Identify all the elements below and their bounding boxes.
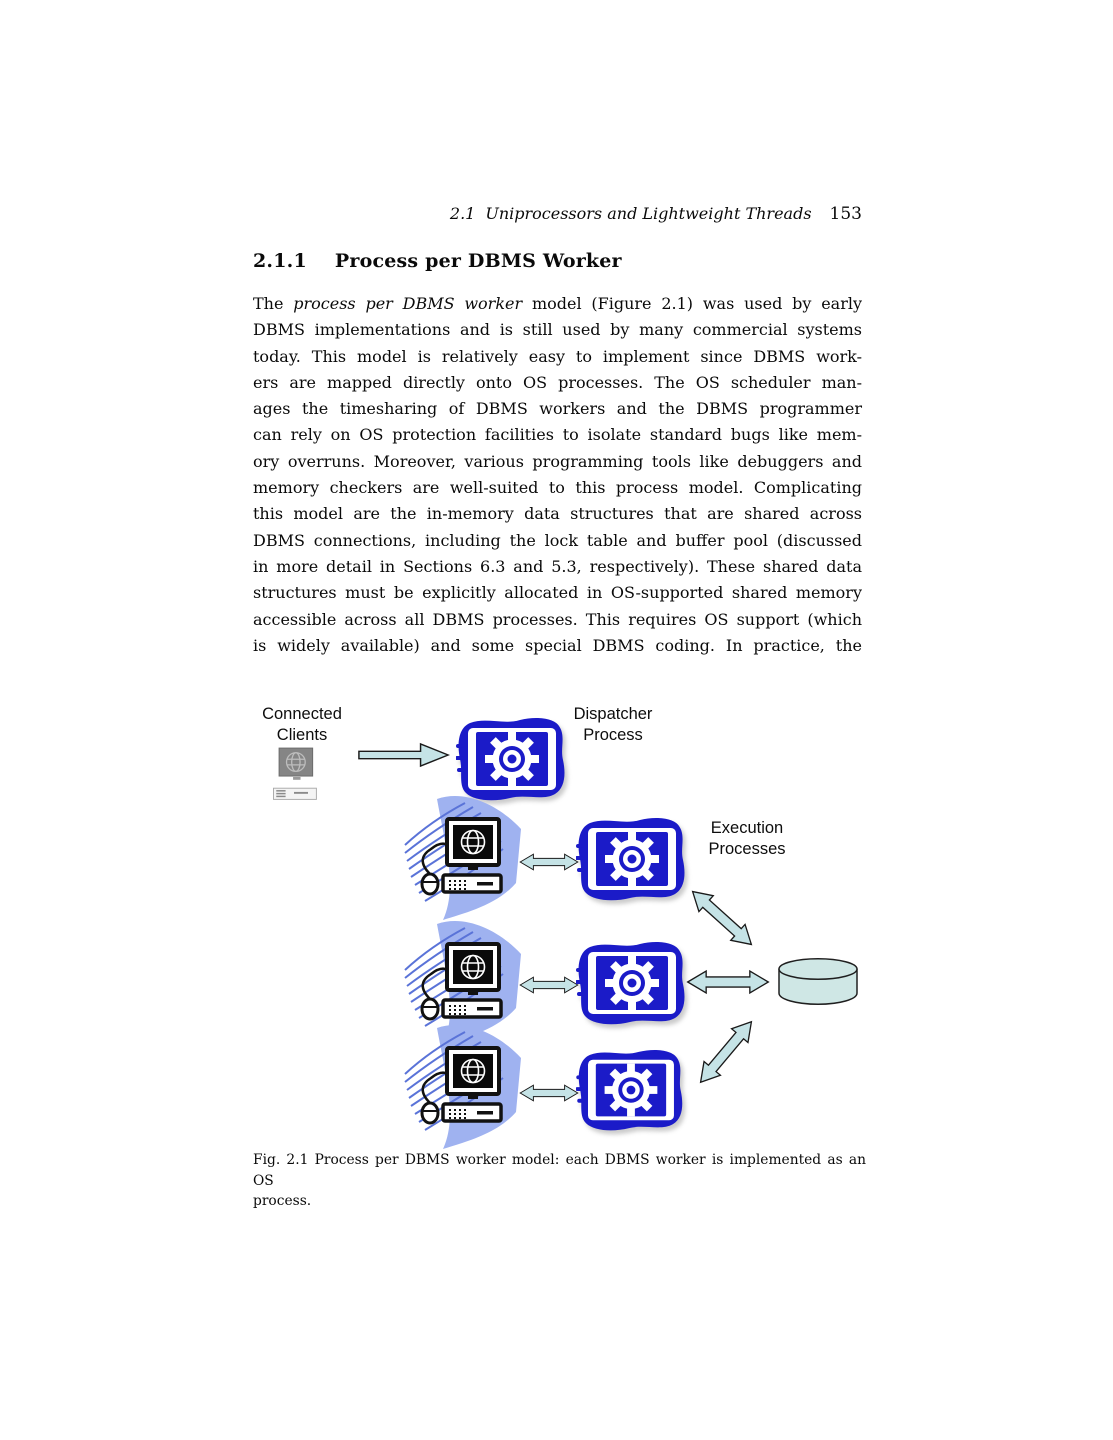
running-head [253,204,862,224]
page-number: 153 [829,204,862,224]
paragraph-line: ages the timesharing of DBMS workers and the DBMS programmer [253,399,862,419]
paragraph-line: ory overruns. Moreover, various programming tools like debuggers and [253,451,862,471]
connected-clients-label: Connected Clients [262,705,342,744]
arrow-worker-db-icon [686,967,770,997]
execution-processes-label: Execution Processes [708,819,786,858]
paragraph-line: structures must be explicitly allocated in OS-supported shared memory [253,583,862,603]
section-heading [253,250,622,272]
caption-line: Fig. 2.1 Process per DBMS worker model: each DBMS worker is implemented as an OS [253,1152,866,1189]
arrow-worker-db-diagonal-icon [686,1008,767,1096]
paragraph-line: DBMS connections, including the lock table and buffer pool (discussed [253,530,862,550]
database-cylinder-icon [770,956,866,1008]
arrow-worker-db-diagonal-icon [678,877,765,959]
paragraph-line: can rely on OS protection facilities to isolate standard bugs like mem- [253,425,862,445]
execution-gear-process-icon [576,940,686,1026]
paragraph-line: The process per DBMS worker model (Figure 2.1) was used by early [253,294,863,313]
paragraph-line: memory checkers are well-suited to this process model. Complicating [253,478,862,498]
running-head-title: Uniprocessors and Lightweight Threads [485,204,812,223]
figure-2-1 [240,690,890,1150]
execution-gear-process-icon [576,1048,684,1132]
paragraph-line: ers are mapped directly onto OS processes. The OS scheduler man- [253,372,862,392]
arrow-client-worker-icon [519,1082,579,1104]
body-paragraph [253,291,862,659]
execution-gear-process-icon [576,816,686,902]
arrow-client-worker-icon [519,974,579,996]
paragraph-line: today. This model is relatively easy to implement since DBMS work- [253,346,862,366]
faded-client-computer-icon [266,746,322,808]
paragraph-line: in more detail in Sections 6.3 and 5.3, respectively). These shared data [253,556,862,576]
paragraph-line: accessible across all DBMS processes. This requires OS support (which [253,609,862,629]
running-head-section: 2.1 [449,204,476,223]
paragraph-line: is widely available) and some special DBMS coding. In practice, the [253,635,862,655]
dispatcher-process-label: Dispatcher Process [573,705,653,744]
paragraph-line: this model are the in-memory data structures that are shared across [253,504,862,524]
caption-line: process. [253,1193,312,1209]
section-title: Process per DBMS Worker [334,250,622,272]
client-computer-icon [403,793,523,923]
figure-caption [253,1150,866,1212]
arrow-clients-to-dispatcher-icon [358,741,450,769]
client-computer-icon [403,1022,523,1152]
dispatcher-gear-process-icon [456,716,566,802]
arrow-client-worker-icon [519,851,579,873]
section-number: 2.1.1 [253,250,307,272]
paragraph-line: DBMS implementations and is still used by many commercial systems [253,320,862,340]
